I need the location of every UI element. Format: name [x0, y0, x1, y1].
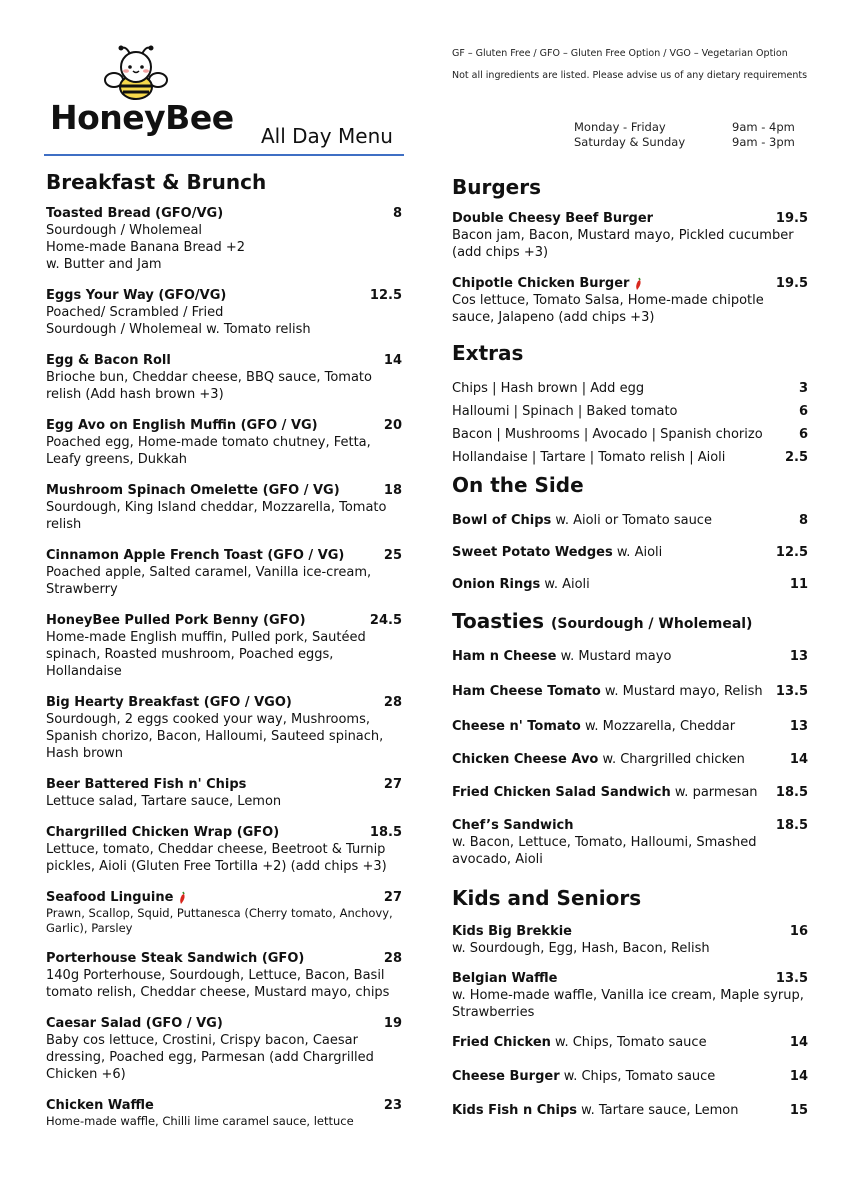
item-desc: Hash brown	[46, 746, 124, 761]
item-price: 6	[798, 427, 808, 442]
item-label	[452, 1069, 715, 1085]
item-desc: w. Sourdough, Egg, Hash, Bacon, Relish	[452, 941, 710, 956]
item-price: 13.5	[775, 971, 808, 986]
item-accompaniment: w. parmesan	[670, 785, 758, 800]
section-title-kids: Kids and Seniors	[452, 886, 642, 910]
bee-icon	[104, 44, 168, 102]
item-name-text: Belgian Waffle	[452, 971, 558, 986]
toasties-list	[452, 649, 808, 801]
item-desc: Sourdough / Wholemeal	[46, 223, 203, 238]
item-price: 13.5	[775, 684, 808, 699]
item-name: Ham Cheese Tomato	[452, 684, 601, 699]
item-price: 15	[789, 1103, 808, 1118]
item-desc: avocado, Aioli	[452, 852, 543, 867]
item-accompaniment: w. Mozzarella, Cheddar	[580, 719, 736, 734]
menu-item	[452, 719, 808, 735]
menu-item	[452, 1069, 808, 1085]
item-name: Chef’s Sandwich	[452, 818, 574, 833]
item-desc: w. Butter and Jam	[46, 257, 162, 272]
extras-options: Hollandaise | Tartare | Tomato relish | Aioli	[452, 450, 726, 465]
menu-item	[46, 548, 402, 598]
item-name	[46, 206, 223, 222]
item-price: 28	[383, 951, 402, 966]
item-desc: Garlic), Parsley	[46, 921, 133, 935]
item-price: 14	[789, 752, 808, 767]
menu-item	[452, 1035, 808, 1051]
menu-item	[46, 1098, 402, 1129]
item-name	[46, 695, 292, 711]
item-name	[46, 613, 306, 629]
item-head	[452, 818, 808, 834]
item-name-text: Egg & Bacon Roll	[46, 353, 171, 368]
logo-wordmark: HoneyBee	[50, 98, 234, 137]
item-name: Fried Chicken	[452, 1035, 551, 1050]
item-accompaniment: w. Chips, Tomato sauce	[550, 1035, 707, 1050]
item-label	[452, 752, 745, 768]
item-price: 16	[789, 924, 808, 939]
menu-item	[46, 890, 402, 936]
item-desc: Sourdough / Wholemeal w. Tomato relish	[46, 322, 311, 337]
menu-item	[452, 276, 808, 326]
item-name	[452, 211, 653, 227]
item-price: 19.5	[775, 211, 808, 226]
item-price: 19.5	[775, 276, 808, 291]
item-head	[452, 276, 808, 292]
menu-item	[46, 777, 402, 810]
item-name	[46, 548, 344, 564]
item-desc: w. Bacon, Lettuce, Tomato, Halloumi, Smashed	[452, 835, 757, 850]
item-label	[452, 719, 735, 735]
item-name-text: Double Cheesy Beef Burger	[452, 211, 654, 226]
item-name-text: Egg Avo on English Muffin (GFO / VG)	[46, 418, 318, 433]
item-name: Bowl of Chips	[452, 513, 552, 528]
item-name: Ham n Cheese	[452, 649, 557, 664]
menu-item	[452, 513, 808, 529]
item-desc: Lettuce salad, Tartare sauce, Lemon	[46, 794, 282, 809]
item-name: Chicken Cheese Avo	[452, 752, 599, 767]
item-name	[46, 353, 171, 369]
menu-item	[46, 825, 402, 875]
item-head	[46, 288, 402, 304]
item-head	[46, 418, 402, 434]
item-head	[46, 777, 402, 793]
extras-options: Bacon | Mushrooms | Avocado | Spanish chorizo	[452, 427, 763, 442]
extras-item	[452, 381, 808, 397]
item-desc: Poached apple, Salted caramel, Vanilla ice-cream,	[46, 565, 372, 580]
item-desc: (add chips +3)	[452, 245, 549, 260]
item-name-text: Cinnamon Apple French Toast (GFO / VG)	[46, 548, 345, 563]
item-name	[46, 1098, 154, 1114]
item-price: 27	[383, 890, 402, 905]
menu-item	[452, 577, 808, 593]
chili-icon	[177, 891, 187, 905]
item-label	[452, 684, 763, 700]
menu-item	[46, 353, 402, 403]
hours-days: Monday - Friday	[574, 120, 666, 134]
item-label	[452, 545, 662, 561]
hours-time: 9am - 4pm	[732, 120, 795, 134]
item-label	[452, 577, 590, 593]
item-name: Kids Fish n Chips	[452, 1103, 578, 1118]
item-desc: relish	[46, 517, 82, 532]
item-head	[46, 206, 402, 222]
menu-item	[46, 613, 402, 680]
item-desc: spinach, Roasted mushroom, Poached eggs,	[46, 647, 334, 662]
hours-row	[574, 135, 795, 150]
item-desc: 140g Porterhouse, Sourdough, Lettuce, Bacon, Basil	[46, 968, 385, 983]
item-accompaniment: w. Mustard mayo, Relish	[600, 684, 763, 699]
item-head	[46, 1098, 402, 1114]
item-price: 12.5	[369, 288, 402, 303]
item-label	[452, 1035, 707, 1051]
item-price: 14	[789, 1069, 808, 1084]
item-price: 13	[789, 649, 808, 664]
item-name	[46, 890, 187, 906]
extras-item	[452, 404, 808, 420]
item-desc: Home-made Banana Bread +2	[46, 240, 246, 255]
item-price: 8	[392, 206, 402, 221]
item-name	[452, 924, 572, 940]
item-head	[46, 353, 402, 369]
item-name-text: Eggs Your Way (GFO/VG)	[46, 288, 227, 303]
item-name: Onion Rings	[452, 577, 541, 592]
menu-item	[46, 483, 402, 533]
item-desc: Spanish chorizo, Bacon, Halloumi, Sauteed spinach,	[46, 729, 384, 744]
item-name: Fried Chicken Salad Sandwich	[452, 785, 671, 800]
item-accompaniment: w. Aioli	[540, 577, 590, 592]
hours-days: Saturday & Sunday	[574, 135, 686, 149]
section-title-burgers: Burgers	[452, 175, 541, 199]
item-desc: relish (Add hash brown +3)	[46, 387, 224, 402]
item-accompaniment: w. Mustard mayo	[556, 649, 672, 664]
item-name-text: Toasted Bread (GFO/VG)	[46, 206, 224, 221]
left-column	[46, 170, 402, 1144]
item-label	[452, 785, 758, 801]
item-name	[46, 1016, 223, 1032]
item-accompaniment: w. Aioli	[612, 545, 663, 560]
item-head	[46, 613, 402, 629]
item-accompaniment: w. Aioli or Tomato sauce	[551, 513, 712, 528]
item-name: Cheese Burger	[452, 1069, 560, 1084]
breakfast-list	[46, 206, 402, 1129]
item-price: 20	[383, 418, 402, 433]
item-price: 28	[383, 695, 402, 710]
item-name	[452, 276, 643, 292]
opening-hours	[574, 120, 795, 150]
item-desc: Sourdough, 2 eggs cooked your way, Mushrooms,	[46, 712, 370, 727]
item-desc: w. Home-made waffle, Vanilla ice cream, Maple syrup,	[452, 988, 804, 1003]
item-name-text: Big Hearty Breakfast (GFO / VGO)	[46, 695, 292, 710]
item-name-text: Chicken Waffle	[46, 1098, 154, 1113]
item-desc: Poached egg, Home-made tomato chutney, Fetta,	[46, 435, 371, 450]
item-head	[46, 1016, 402, 1032]
item-price: 27	[383, 777, 402, 792]
section-title-toasties	[452, 609, 808, 633]
item-name	[46, 825, 279, 841]
kids-block-list	[452, 924, 808, 1021]
item-name	[46, 951, 304, 967]
item-price: 2.5	[784, 450, 808, 465]
item-desc: Strawberries	[452, 1005, 535, 1020]
item-accompaniment: w. Tartare sauce, Lemon	[577, 1103, 739, 1118]
dietary-legend: GF – Gluten Free / GFO – Gluten Free Option / VGO – Vegetarian Option	[452, 48, 788, 59]
item-label	[452, 649, 671, 665]
header-divider	[44, 154, 404, 156]
item-price: 18.5	[369, 825, 402, 840]
item-price: 14	[789, 1035, 808, 1050]
item-price: 25	[383, 548, 402, 563]
dietary-notes	[452, 43, 807, 87]
item-name	[452, 971, 557, 987]
section-title-extras: Extras	[452, 341, 524, 365]
item-desc: Leafy greens, Dukkah	[46, 452, 188, 467]
item-price: 3	[798, 381, 808, 396]
item-price: 6	[798, 404, 808, 419]
item-name	[46, 418, 318, 434]
menu-item	[452, 785, 808, 801]
item-desc: Home-made waffle, Chilli lime caramel sauce, lettuce	[46, 1114, 354, 1128]
item-name: Sweet Potato Wedges	[452, 545, 613, 560]
item-name	[46, 288, 226, 304]
item-accompaniment: w. Chargrilled chicken	[598, 752, 745, 767]
sides-list	[452, 513, 808, 593]
extras-options: Halloumi | Spinach | Baked tomato	[452, 404, 678, 419]
item-desc: Baby cos lettuce, Crostini, Crispy bacon, Caesar	[46, 1033, 358, 1048]
item-label	[452, 513, 712, 529]
chili-icon	[633, 277, 643, 291]
extras-list	[452, 381, 808, 466]
item-desc: Prawn, Scallop, Squid, Puttanesca (Cherry tomato, Anchovy,	[46, 906, 393, 920]
hours-row	[574, 120, 795, 135]
item-name	[46, 483, 340, 499]
section-title-breakfast: Breakfast & Brunch	[46, 170, 267, 194]
chefs-sandwich	[452, 818, 808, 868]
item-desc: sauce, Jalapeno (add chips +3)	[452, 310, 655, 325]
item-price: 8	[798, 513, 808, 528]
toasties-title: Toasties	[452, 609, 545, 633]
item-name-text: Kids Big Brekkie	[452, 924, 572, 939]
item-name-text: Beer Battered Fish n' Chips	[46, 777, 247, 792]
item-price: 18.5	[775, 818, 808, 833]
item-desc: Hollandaise	[46, 664, 122, 679]
item-head	[46, 483, 402, 499]
item-desc: Sourdough, King Island cheddar, Mozzarella, Tomato	[46, 500, 387, 515]
burgers-list	[452, 211, 808, 326]
item-desc: Poached/ Scrambled / Fried	[46, 305, 224, 320]
item-name-text: Porterhouse Steak Sandwich (GFO)	[46, 951, 305, 966]
menu-item	[46, 418, 402, 468]
item-desc: Home-made English muffin, Pulled pork, Sautéed	[46, 630, 366, 645]
extras-item	[452, 450, 808, 466]
dietary-notice: Not all ingredients are listed. Please advise us of any dietary requirements	[452, 70, 808, 81]
item-head	[452, 211, 808, 227]
item-price: 14	[383, 353, 402, 368]
hours-time: 9am - 3pm	[732, 135, 795, 149]
menu-item	[452, 649, 808, 665]
menu-item	[452, 971, 808, 1021]
item-head	[452, 924, 808, 940]
item-price: 18	[383, 483, 402, 498]
item-desc: Lettuce, tomato, Cheddar cheese, Beetroot & Turnip	[46, 842, 386, 857]
item-name-text: Seafood Linguine	[46, 890, 174, 905]
item-desc: Bacon jam, Bacon, Mustard mayo, Pickled cucumber	[452, 228, 794, 243]
item-name: Cheese n' Tomato	[452, 719, 581, 734]
item-price: 24.5	[369, 613, 402, 628]
menu-item	[46, 288, 402, 338]
menu-title: All Day Menu	[261, 124, 393, 148]
item-price: 23	[383, 1098, 402, 1113]
item-head	[46, 695, 402, 711]
item-name-text: Mushroom Spinach Omelette (GFO / VG)	[46, 483, 340, 498]
menu-item	[46, 206, 402, 273]
menu-item	[452, 545, 808, 561]
item-head	[46, 548, 402, 564]
item-head	[452, 971, 808, 987]
item-price: 19	[383, 1016, 402, 1031]
item-name-text: Caesar Salad (GFO / VG)	[46, 1016, 223, 1031]
right-column	[452, 175, 808, 1137]
extras-options: Chips | Hash brown | Add egg	[452, 381, 645, 396]
item-desc: pickles, Aioli (Gluten Free Tortilla +2) (add chips +3)	[46, 859, 387, 874]
logo	[46, 40, 246, 140]
item-price: 12.5	[775, 545, 808, 560]
item-price: 13	[789, 719, 808, 734]
menu-item	[452, 752, 808, 768]
menu-item	[452, 211, 808, 261]
item-desc: Cos lettuce, Tomato Salsa, Home-made chipotle	[452, 293, 764, 308]
item-price: 18.5	[775, 785, 808, 800]
item-desc: Chicken +6)	[46, 1067, 126, 1082]
item-accompaniment: w. Chips, Tomato sauce	[559, 1069, 716, 1084]
item-desc: tomato relish, Cheddar cheese, Mustard mayo, chips	[46, 985, 390, 1000]
item-price: 11	[789, 577, 808, 592]
item-name-text: HoneyBee Pulled Pork Benny (GFO)	[46, 613, 306, 628]
item-name	[46, 777, 246, 793]
menu-item	[46, 951, 402, 1001]
kids-list	[452, 1035, 808, 1119]
item-head	[46, 890, 402, 906]
toasties-subtitle: (Sourdough / Wholemeal)	[550, 616, 753, 632]
menu-item	[46, 695, 402, 762]
item-head	[46, 825, 402, 841]
extras-item	[452, 427, 808, 443]
item-name-text: Chipotle Chicken Burger	[452, 276, 630, 291]
menu-item	[46, 1016, 402, 1083]
item-name-text: Chargrilled Chicken Wrap (GFO)	[46, 825, 280, 840]
item-label	[452, 1103, 738, 1119]
item-head	[46, 951, 402, 967]
item-desc: dressing, Poached egg, Parmesan (add Chargrilled	[46, 1050, 374, 1065]
menu-item	[452, 924, 808, 957]
section-title-sides: On the Side	[452, 473, 584, 497]
item-desc: Strawberry	[46, 582, 118, 597]
item-desc: Brioche bun, Cheddar cheese, BBQ sauce, Tomato	[46, 370, 372, 385]
menu-item	[452, 1103, 808, 1119]
menu-item	[452, 684, 808, 700]
